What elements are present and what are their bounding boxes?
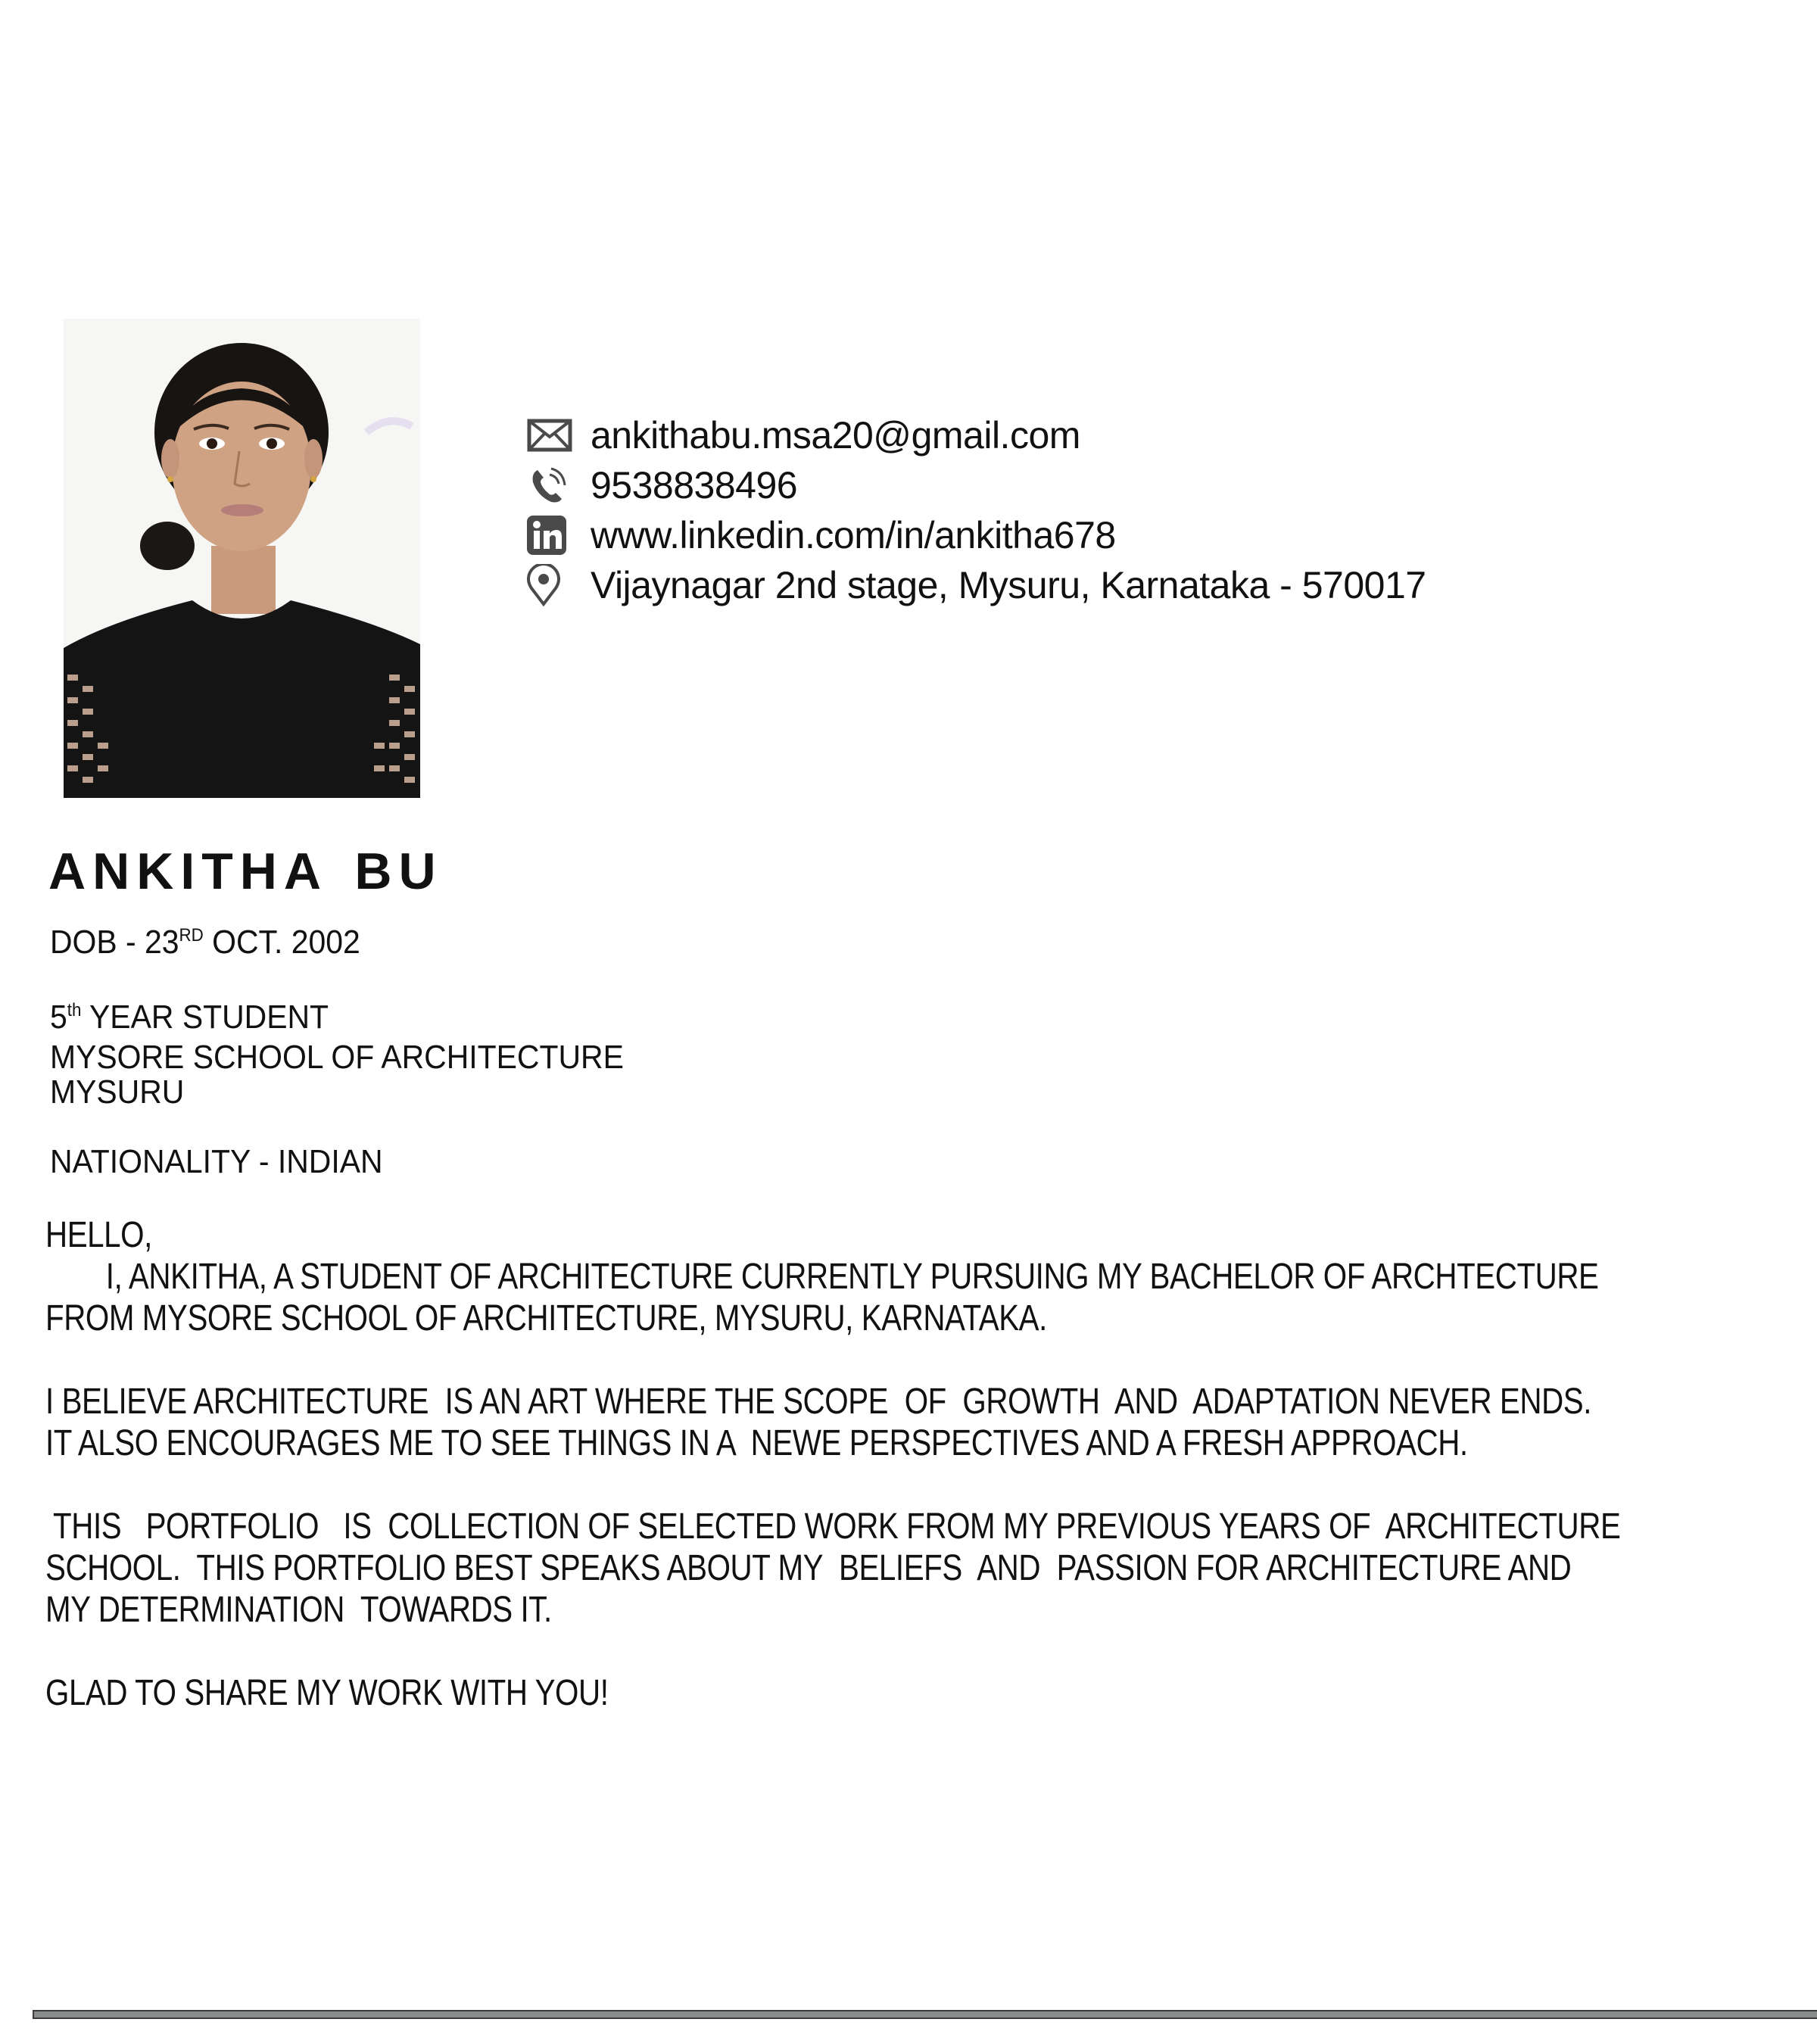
intro-paragraph-1-line-2: FROM MYSORE SCHOOL OF ARCHITECTURE, MYSURU, KARNATAKA. <box>45 1298 1047 1338</box>
contact-linkedin[interactable] <box>522 510 1426 560</box>
contact-list <box>522 410 1426 610</box>
location-pin-icon <box>522 562 577 608</box>
address: Vijaynagar 2nd stage, Mysuru, Karnataka - 570017 <box>591 564 1426 606</box>
year-of-study: 5th YEAR STUDENT <box>50 999 329 1036</box>
profile-photo <box>64 319 420 798</box>
date-of-birth: DOB - 23RD OCT. 2002 <box>50 924 360 961</box>
intro-paragraph-2-line-1: I BELIEVE ARCHITECTURE IS AN ART WHERE THE SCOPE OF GROWTH AND ADAPTATION NEVER ENDS. <box>45 1382 1592 1422</box>
intro-paragraph-3-line-2: SCHOOL. THIS PORTFOLIO BEST SPEAKS ABOUT MY BELIEFS AND PASSION FOR ARCHITECTURE AND <box>45 1548 1572 1588</box>
linkedin-icon <box>522 513 577 558</box>
school-city: MYSURU <box>50 1073 185 1111</box>
introduction <box>45 1214 1817 1714</box>
closing-line: GLAD TO SHARE MY WORK WITH YOU! <box>45 1673 609 1713</box>
contact-address <box>522 560 1426 610</box>
portrait-illustration <box>64 319 420 798</box>
phone-number[interactable]: 9538838496 <box>591 464 798 506</box>
intro-paragraph-3-line-3: MY DETERMINATION TOWARDS IT. <box>45 1590 552 1630</box>
school-name: MYSORE SCHOOL OF ARCHITECTURE <box>50 1039 624 1076</box>
contact-phone[interactable] <box>522 460 1426 510</box>
linkedin-url[interactable]: www.linkedin.com/in/ankitha678 <box>591 514 1116 556</box>
greeting: HELLO, <box>45 1215 152 1255</box>
phone-icon <box>522 463 577 508</box>
intro-paragraph-3-line-1: THIS PORTFOLIO IS COLLECTION OF SELECTED WORK FROM MY PREVIOUS YEARS OF ARCHITECTURE <box>45 1507 1621 1547</box>
contact-email[interactable] <box>522 410 1426 460</box>
intro-paragraph-1-line-1: I, ANKITHA, A STUDENT OF ARCHITECTURE CURRENTLY PURSUING MY BACHELOR OF ARCHTECTURE <box>105 1257 1599 1297</box>
nationality: NATIONALITY - INDIAN <box>50 1143 383 1180</box>
footer-divider <box>33 2010 1817 2019</box>
intro-paragraph-2-line-2: IT ALSO ENCOURAGES ME TO SEE THINGS IN A NEWE PERSPECTIVES AND A FRESH APPROACH. <box>45 1423 1468 1463</box>
personal-details <box>50 925 667 1179</box>
email-address[interactable]: ankithabu.msa20@gmail.com <box>591 414 1080 456</box>
envelope-icon <box>522 413 577 458</box>
profile-name: ANKITHA BU <box>48 843 443 900</box>
